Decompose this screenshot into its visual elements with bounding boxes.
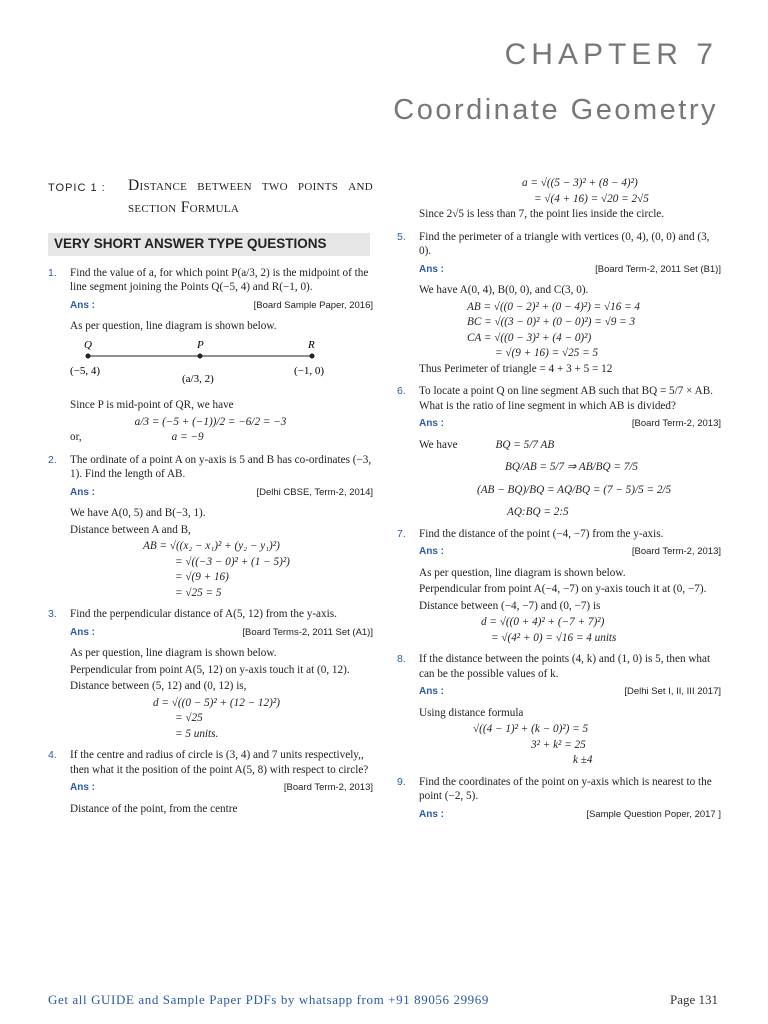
we-have-label: We have <box>419 438 458 451</box>
equation: d = √((0 − 5)² + (12 − 12)²) <box>153 696 280 709</box>
question-text: Find the value of a, for which point P(a/3, 2) is the midpoint of the line segment joining the Points Q(−5, 4) and R(−1, 0). <box>70 266 369 293</box>
topic-heading <box>48 175 373 219</box>
question-number: 1. <box>48 266 57 279</box>
answer-label: Ans : <box>419 263 444 275</box>
question-text: Find the distance of the point (−4, −7) from the y-axis. <box>419 527 664 540</box>
question-number: 9. <box>397 775 406 788</box>
question-number: 7. <box>397 527 406 540</box>
equation: = √25 = 5 <box>175 586 222 599</box>
question-number: 5. <box>397 230 406 243</box>
question-source: [Delhi Set I, II, III 2017] <box>624 686 721 697</box>
answer-row <box>397 263 721 278</box>
question-9 <box>397 775 721 804</box>
question-number: 2. <box>48 453 57 466</box>
equation: d = √((0 + 4)² + (−7 + 7)²) <box>481 616 605 628</box>
chapter-title: Coordinate Geometry <box>393 94 718 126</box>
topic-label: TOPIC 1 : <box>48 182 106 194</box>
line-segment-diagram <box>70 336 370 394</box>
or-label: or, <box>70 431 82 443</box>
question-source: [Delhi CBSE, Term-2, 2014] <box>256 486 373 498</box>
equation: = √(4² + 0) = √16 = 4 units <box>491 631 617 644</box>
question-text: To locate a point Q on line segment AB such that BQ = 5/7 × AB. What is the ratio of line segment in which AB is divided? <box>419 385 713 412</box>
coord-p: (a/3, 2) <box>182 372 214 385</box>
answer-text <box>397 438 721 453</box>
question-source: [Board Term-2, 2013] <box>631 418 721 429</box>
answer-text: Distance between (−4, −7) and (0, −7) is <box>419 599 601 612</box>
equation: √((4 − 1)² + (k − 0)²) = 5 <box>473 723 589 735</box>
answer-text: Perpendicular from point A(5, 12) on y-axis touch it at (0, 12). <box>70 663 350 676</box>
answer-row <box>48 781 373 796</box>
question-text: The ordinate of a point A on y-axis is 5 and B has co-ordinates (−3, 1). Find the length of AB. <box>70 453 372 480</box>
answer-label: Ans : <box>419 686 444 697</box>
answer-text: We have A(0, 4), B(0, 0), and C(3, 0). <box>419 284 589 296</box>
question-7 <box>397 527 721 542</box>
equation: = √(9 + 16) <box>175 571 229 583</box>
label-p: P <box>197 338 204 351</box>
question-source: [Board Sample Paper, 2016] <box>253 299 373 311</box>
question-source: [Sample Question Poper, 2017 ] <box>586 808 721 820</box>
equation: BQ/AB = 5/7 ⇒ AB/BQ = 7/5 <box>505 461 639 473</box>
equation: a/3 = (−5 + (−1))/2 = −6/2 = −3 <box>134 415 287 428</box>
line-diagram <box>48 336 373 399</box>
equation: 3² + k² = 25 <box>531 738 586 751</box>
question-8 <box>397 652 721 681</box>
answer-text: Distance between A and B, <box>70 523 191 536</box>
answer-label: Ans : <box>419 808 444 820</box>
answer-text <box>48 430 373 445</box>
answer-label: Ans : <box>70 626 95 638</box>
question-number: 8. <box>397 653 406 665</box>
label-q: Q <box>84 338 92 351</box>
question-text: If the centre and radius of circle is (3, 4) and 7 units respectively,, then what it the position of the point A(5, 8) with respect to circle? <box>70 749 369 776</box>
answer-text: Distance of the point, from the centre <box>70 802 238 815</box>
answer-text: As per question, line diagram is shown below. <box>70 320 277 332</box>
answer-text: Since 2√5 is less than 7, the point lies inside the circle. <box>419 208 665 220</box>
answer-row <box>48 486 373 501</box>
answer-label: Ans : <box>70 486 95 498</box>
answer-text: Using distance formula <box>419 706 524 719</box>
question-text: If the distance between the points (4, k) and (1, 0) is 5, then what can be the possible values of k. <box>419 653 711 680</box>
question-source: [Board Terms-2, 2011 Set (A1)] <box>242 626 373 638</box>
answer-row <box>48 299 373 314</box>
question-2 <box>48 453 373 482</box>
equation: = √(4 + 16) = √20 = 2√5 <box>534 192 649 205</box>
question-3 <box>48 607 373 622</box>
answer-label: Ans : <box>70 782 95 793</box>
answer-label: Ans : <box>419 546 444 557</box>
equation: = √25 <box>175 712 203 724</box>
equation: BQ = 5/7 AB <box>495 438 555 451</box>
question-number: 3. <box>48 608 57 620</box>
question-text: Find the coordinates of the point on y-axis which is nearest to the point (−2, 5). <box>419 775 712 802</box>
equation: = √(9 + 16) = √25 = 5 <box>495 347 599 359</box>
equation: CA = √((0 − 3)² + (4 − 0)²) <box>467 331 592 344</box>
question-number: 4. <box>48 749 57 761</box>
question-6 <box>397 384 721 413</box>
right-column <box>397 175 721 828</box>
question-source: [Board Term-2, 2013] <box>631 546 721 557</box>
answer-text: Since P is mid-point of QR, we have <box>70 399 234 411</box>
label-r: R <box>308 338 315 351</box>
answer-text: We have A(0, 5) and B(−3, 1). <box>70 507 206 519</box>
equation: AQ:BQ = 2:5 <box>507 506 569 518</box>
question-5 <box>397 230 721 259</box>
answer-text: Distance between (5, 12) and (0, 12) is, <box>70 680 247 692</box>
coord-q: (−5, 4) <box>70 364 101 377</box>
answer-text: Thus Perimeter of triangle = 4 + 3 + 5 = 12 <box>419 362 613 375</box>
answer-row <box>397 417 721 432</box>
chapter-number: CHAPTER 7 <box>504 38 718 71</box>
point-r <box>310 353 315 358</box>
topic-title: Distance between two points and section Formula <box>128 177 373 216</box>
coord-r: (−1, 0) <box>294 364 325 377</box>
equation: AB = √((x₂ − x₁)² + (y₂ − y₁)²) <box>143 540 280 552</box>
question-text: Find the perimeter of a triangle with vertices (0, 4), (0, 0) and (3, 0). <box>419 230 710 257</box>
equation: a = √((5 − 3)² + (8 − 4)²) <box>522 177 638 189</box>
page-number: Page 131 <box>669 992 718 1007</box>
equation: a = −9 <box>171 431 204 443</box>
answer-text: As per question, line diagram is shown below. <box>70 647 277 659</box>
answer-row <box>397 685 721 700</box>
question-4 <box>48 748 373 777</box>
equation: = √((−3 − 0)² + (1 − 5)²) <box>175 555 290 568</box>
answer-row <box>397 545 721 560</box>
question-source: [Board Term-2, 2011 Set (B1)] <box>595 263 721 275</box>
equation: k ±4 <box>573 754 593 766</box>
answer-row <box>397 808 721 823</box>
equation: AB = √((0 − 2)² + (0 − 4)²) = √16 = 4 <box>467 300 641 313</box>
footer-promo-link[interactable]: Get all GUIDE and Sample Paper PDFs by whatsapp from +91 89056 29969 <box>48 992 489 1007</box>
question-source: [Board Term-2, 2013] <box>283 782 373 793</box>
equation: (AB − BQ)/BQ = AQ/BQ = (7 − 5)/5 = 2/5 <box>477 483 672 496</box>
answer-text: As per question, line diagram is shown below. <box>419 566 626 579</box>
point-q <box>86 353 91 358</box>
answer-row <box>48 626 373 641</box>
equation: = 5 units. <box>175 727 219 740</box>
point-p <box>198 353 203 358</box>
equation: BC = √((3 − 0)² + (0 − 0)²) = √9 = 3 <box>467 316 636 328</box>
answer-label: Ans : <box>419 418 444 429</box>
section-heading: VERY SHORT ANSWER TYPE QUESTIONS <box>48 233 370 256</box>
question-text: Find the perpendicular distance of A(5, 12) from the y-axis. <box>70 608 337 620</box>
question-1 <box>48 266 373 295</box>
left-column <box>48 175 373 818</box>
answer-label: Ans : <box>70 299 95 311</box>
question-number: 6. <box>397 385 406 397</box>
answer-text: Perpendicular from point A(−4, −7) on y-axis touch it at (0, −7). <box>419 583 707 595</box>
